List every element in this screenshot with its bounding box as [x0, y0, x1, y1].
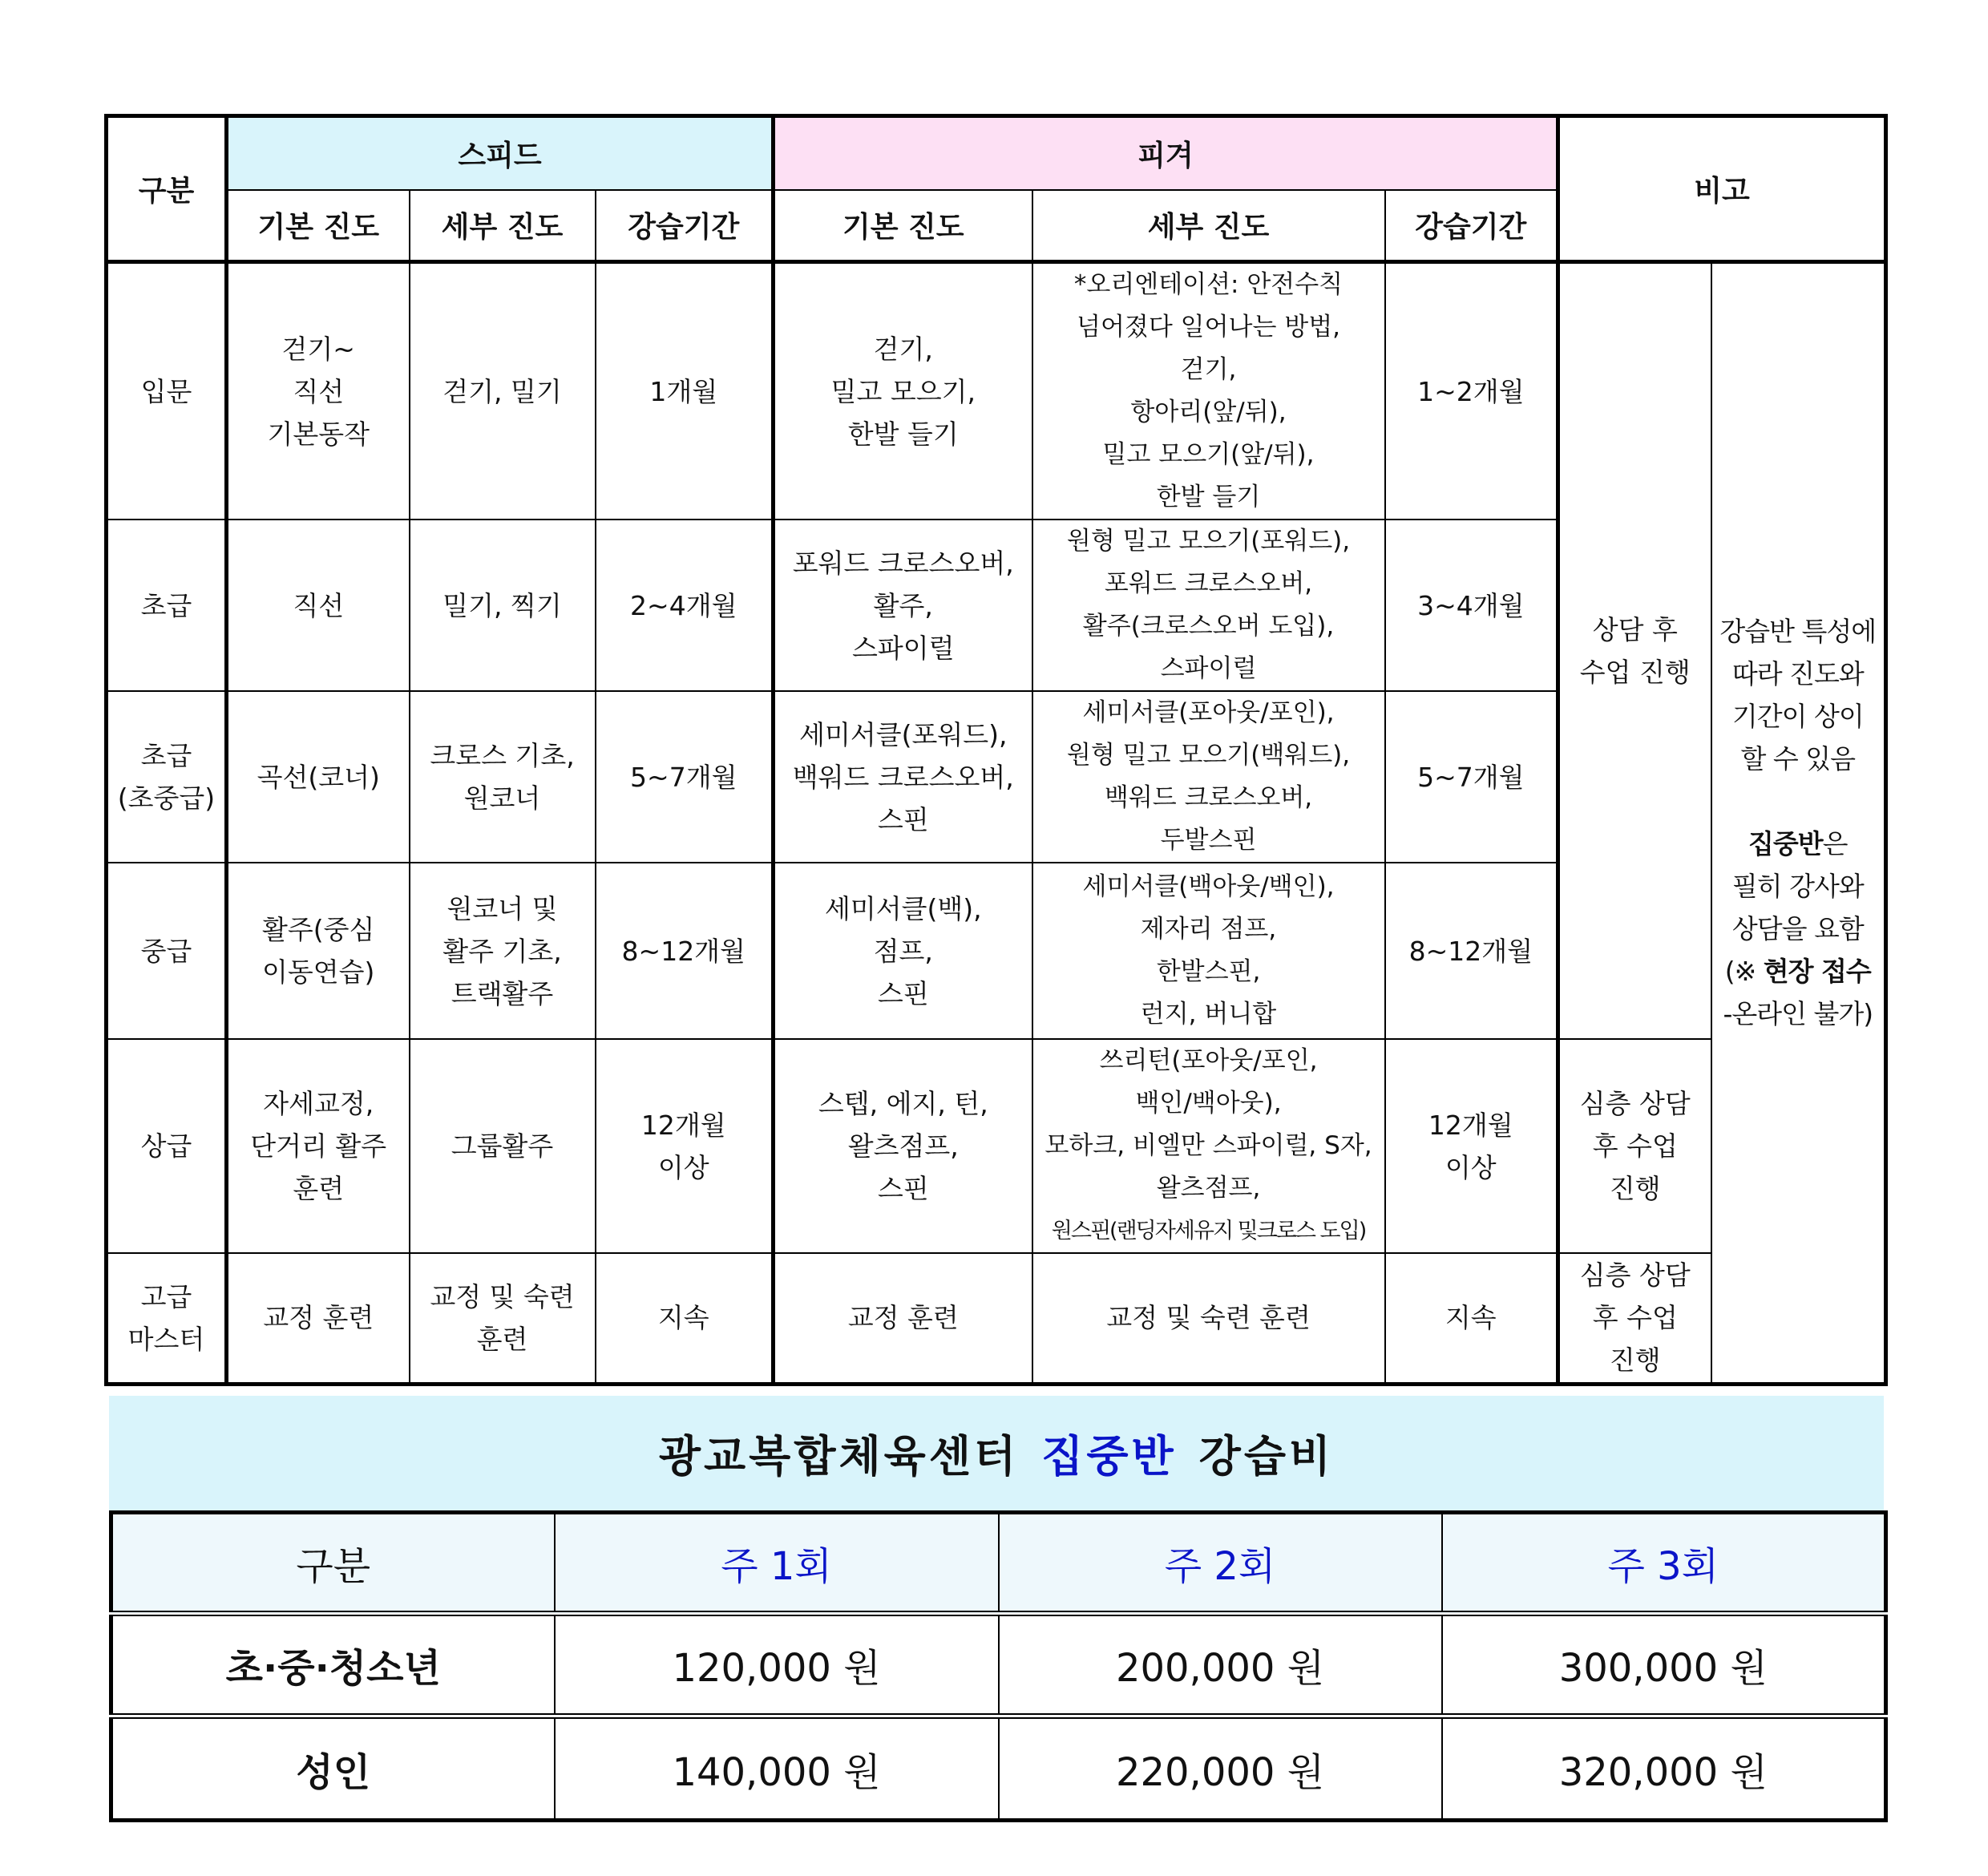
figure-period-cell: [1385, 520, 1558, 691]
fee-title-highlight: 집중반: [1041, 1431, 1177, 1482]
cell-line: 포워드 크로스오버,: [1104, 569, 1313, 598]
cell-line: 제자리 점프,: [1140, 915, 1277, 944]
figure-period-cell: [1385, 1253, 1558, 1384]
cell-line: 직선: [293, 375, 345, 407]
cell-line: 자세교정,: [263, 1088, 374, 1119]
cell-line: 고급: [140, 1280, 192, 1312]
cell-line: 원코너 및: [446, 892, 558, 924]
cell-line: 기본동작: [267, 418, 370, 450]
cell-line: 훈련: [476, 1323, 528, 1355]
cell-line: 따라 진도와: [1731, 658, 1864, 690]
cell-line: 백워드 크로스오버,: [1104, 783, 1313, 812]
level-cell: [107, 262, 227, 520]
cell-line: 활주,: [873, 589, 933, 621]
cell-line: 한발 들기: [847, 418, 959, 450]
fee-title-suffix: 강습비: [1198, 1431, 1335, 1482]
cell-line: 1개월: [649, 375, 718, 407]
speed-period-cell: [596, 1253, 774, 1384]
cell-line: 단거리 활주: [250, 1130, 387, 1162]
fee-group-cell: 초·중·청소년: [111, 1614, 555, 1716]
cell-line: 지속: [657, 1302, 709, 1334]
cell-line: 이동연습): [262, 956, 375, 988]
speed-period-cell: [596, 691, 774, 863]
header-speed: 스피드: [227, 116, 774, 190]
header-figure-detail: 세부 진도: [1032, 190, 1385, 262]
consult-master-cell: [1558, 1253, 1711, 1384]
cell-line: 걷기,: [873, 333, 933, 365]
cell-line: 한발 들기: [1156, 483, 1261, 511]
cell-line: 포워드 크로스오버,: [792, 547, 1014, 579]
cell-line: 그룹활주: [451, 1130, 554, 1162]
figure-period-cell: [1385, 863, 1558, 1039]
cell-line: 왈츠점프,: [847, 1130, 959, 1162]
figure-detail-cell: [1032, 262, 1385, 520]
header-figure: 피겨: [774, 116, 1558, 190]
cell-line: 초급: [140, 740, 192, 771]
speed-detail-cell: [410, 691, 596, 863]
fee-header-week1: 주 1회: [555, 1513, 999, 1614]
fee-price-cell: 300,000 원: [1442, 1614, 1886, 1716]
cell-line: 항아리(앞/뒤),: [1130, 398, 1287, 427]
figure-basic-cell: [774, 863, 1032, 1039]
cell-line: 이상: [1445, 1151, 1497, 1183]
cell-line: 걷기~: [281, 333, 355, 365]
figure-detail-cell: [1032, 520, 1385, 691]
cell-line: 상급: [140, 1130, 192, 1162]
cell-line: 세미서클(백),: [824, 892, 982, 924]
remark-closing: -온라인 불가): [1723, 998, 1873, 1030]
cell-line: 중급: [140, 935, 192, 967]
cell-line: 스파이럴: [1160, 654, 1257, 683]
cell-line: 원코너: [463, 782, 541, 814]
cell-line: 백인/백아웃),: [1135, 1089, 1282, 1118]
cell-line: 밀고 모으기,: [830, 375, 976, 407]
remark-lines1: [1717, 610, 1880, 780]
cell-line: 심층 상담: [1579, 1088, 1691, 1119]
cell-line: 2~4개월: [630, 589, 737, 621]
cell-line: 8~12개월: [621, 935, 746, 967]
speed-basic-cell: [227, 1253, 410, 1384]
cell-line: 교정 훈련: [847, 1302, 959, 1334]
cell-line: 백워드 크로스오버,: [792, 761, 1014, 793]
cell-line: 이상: [657, 1151, 709, 1183]
fee-price-cell: 220,000 원: [999, 1716, 1442, 1821]
cell-line: 훈련: [293, 1173, 345, 1204]
fee-header-week3: 주 3회: [1442, 1513, 1886, 1614]
cell-line: 지속: [1445, 1302, 1497, 1334]
cell-line: 스핀: [877, 1173, 929, 1204]
figure-basic-cell: [774, 1253, 1032, 1384]
cell-line: 활주(중심: [262, 914, 375, 945]
cell-line: 크로스 기초,: [430, 740, 575, 771]
cell-line: 활주 기초,: [442, 935, 562, 967]
table-row: [107, 262, 1886, 520]
level-cell: [107, 691, 227, 863]
cell-line: *오리엔테이션: 안전수칙: [1073, 270, 1344, 299]
cell-line: 세미서클(포아웃/포인),: [1082, 698, 1335, 727]
speed-period-cell: [596, 520, 774, 691]
speed-basic-cell: [227, 691, 410, 863]
level-cell: [107, 1039, 227, 1253]
cell-line: 두발스핀: [1160, 826, 1257, 855]
cell-line: 스핀: [877, 977, 929, 1009]
cell-line: 교정 훈련: [263, 1302, 374, 1334]
cell-line: 왈츠점프,: [1156, 1174, 1261, 1203]
header-figure-basic: 기본 진도: [774, 190, 1032, 262]
fee-header-category: 구분: [111, 1513, 555, 1614]
remark-note: 강습반 특성에 따라 진도와 기간이 상이 할 수 있음 집중반은 필히 강사와 상담을 요함 (※ 현장 접수 -온라인 불가): [1711, 262, 1886, 1385]
figure-basic-cell: [774, 520, 1032, 691]
cell-line: 세미서클(포워드),: [799, 718, 1008, 750]
figure-detail-cell: [1032, 863, 1385, 1039]
header-speed-basic: 기본 진도: [227, 190, 410, 262]
cell-line: 상담을 요함: [1731, 913, 1864, 945]
cell-line: 걷기, 밀기: [442, 375, 562, 407]
remark-lines2: [1717, 865, 1880, 950]
cell-line: 1~2개월: [1417, 375, 1525, 407]
cell-line: 5~7개월: [630, 761, 737, 793]
speed-detail-cell: [410, 1253, 596, 1384]
speed-period-cell: [596, 262, 774, 520]
cell-line: 수업 진행: [1579, 657, 1691, 688]
table-row: [111, 1716, 1886, 1821]
curriculum-table: [104, 114, 1888, 1386]
cell-line: 마스터: [127, 1323, 205, 1355]
cell-line: 할 수 있음: [1740, 743, 1856, 775]
fee-price-cell: 120,000 원: [555, 1614, 999, 1716]
speed-period-cell: [596, 1039, 774, 1253]
table-row: [107, 1253, 1886, 1384]
cell-line: 12개월: [1428, 1109, 1513, 1141]
level-cell: [107, 863, 227, 1039]
cell-line: 걷기,: [1180, 355, 1237, 384]
speed-detail-cell: [410, 1039, 596, 1253]
level-cell: [107, 1253, 227, 1384]
speed-basic-cell: [227, 863, 410, 1039]
cell-line: 스텝, 에지, 턴,: [818, 1088, 988, 1119]
figure-period-cell: [1385, 691, 1558, 863]
cell-line: 스핀: [877, 803, 929, 835]
fee-title-prefix: 광교복합체육센터: [658, 1431, 1020, 1482]
cell-line: 초급: [140, 589, 192, 621]
speed-basic-cell: [227, 520, 410, 691]
fee-header-week2: 주 2회: [999, 1513, 1442, 1614]
fee-price-cell: 320,000 원: [1442, 1716, 1886, 1821]
cell-line: 교정 및 숙련 훈련: [1106, 1302, 1311, 1334]
figure-detail-cell: [1032, 1039, 1385, 1253]
cell-line: 3~4개월: [1417, 589, 1525, 621]
cell-line: 곡선(코너): [257, 761, 380, 793]
cell-line: 원형 밀고 모으기(백워드),: [1066, 741, 1351, 770]
figure-detail-cell: [1032, 1253, 1385, 1384]
cell-line: (초중급): [117, 782, 216, 814]
header-figure-period: 강습기간: [1385, 190, 1558, 262]
cell-line: 점프,: [873, 935, 933, 967]
cell-line: 넘어졌다 일어나는 방법,: [1077, 313, 1341, 342]
cell-line: 트랙활주: [451, 977, 554, 1009]
cell-line: 상담 후: [1592, 614, 1678, 645]
header-remarks: 비고: [1558, 116, 1886, 262]
figure-period-cell: [1385, 1039, 1558, 1253]
cell-line: 12개월: [640, 1109, 726, 1141]
cell-line: 5~7개월: [1417, 761, 1525, 793]
speed-detail-cell: [410, 262, 596, 520]
remark-onsite: 현장 접수: [1763, 956, 1871, 988]
cell-line: 직선: [293, 589, 345, 621]
fee-price-cell: 140,000 원: [555, 1716, 999, 1821]
cell-line: 심층 상담: [1579, 1259, 1691, 1292]
cell-line: 세미서클(백아웃/백인),: [1082, 872, 1335, 901]
figure-basic-cell: [774, 691, 1032, 863]
speed-period-cell: [596, 863, 774, 1039]
cell-line: 후 수업: [1592, 1130, 1678, 1162]
figure-detail-cell: [1032, 691, 1385, 863]
fee-price-cell: 200,000 원: [999, 1614, 1442, 1716]
fee-table: [109, 1510, 1888, 1822]
cell-line: 스파이럴: [852, 632, 955, 664]
cell-line: 진행: [1609, 1344, 1661, 1377]
header-speed-period: 강습기간: [596, 190, 774, 262]
cell-line: 강습반 특성에: [1719, 616, 1877, 648]
table-row: [107, 1039, 1886, 1253]
cell-line: 진행: [1609, 1173, 1661, 1204]
figure-basic-cell: [774, 262, 1032, 520]
figure-period-cell: [1385, 262, 1558, 520]
cell-line: 쓰리턴(포아웃/포인,: [1099, 1046, 1318, 1075]
cell-line: 모하크, 비엘만 스파이럴, S자,: [1045, 1131, 1372, 1160]
speed-detail-cell: [410, 863, 596, 1039]
cell-line: 활주(크로스오버 도입),: [1082, 612, 1335, 641]
cell-line: 원형 밀고 모으기(포워드),: [1066, 527, 1351, 556]
cell-line: 8~12개월: [1408, 935, 1533, 967]
cell-line: 기간이 상이: [1731, 701, 1864, 733]
header-category: 구분: [107, 116, 227, 262]
fee-header-row: [111, 1513, 1886, 1614]
cell-line: 런지, 버니합: [1140, 1000, 1277, 1029]
remark-intensive: 집중반: [1748, 828, 1823, 860]
cell-line: 필히 강사와: [1731, 871, 1864, 903]
cell-line: 입문: [140, 375, 192, 407]
cell-line: 원스핀(랜딩자세유지 및크로스 도입): [1051, 1219, 1366, 1243]
header-speed-detail: 세부 진도: [410, 190, 596, 262]
figure-basic-cell: [774, 1039, 1032, 1253]
cell-line: 한발스핀,: [1156, 957, 1261, 986]
consult-general-cell: [1558, 262, 1711, 1040]
speed-basic-cell: [227, 262, 410, 520]
fee-title: [109, 1396, 1884, 1510]
cell-line: 밀기, 찍기: [442, 589, 562, 621]
fee-group-cell: 성인: [111, 1716, 555, 1821]
cell-line: 밀고 모으기(앞/뒤),: [1102, 440, 1315, 469]
speed-basic-cell: [227, 1039, 410, 1253]
cell-line: 후 수업: [1592, 1302, 1678, 1334]
table-row: [111, 1614, 1886, 1716]
cell-line: 교정 및 숙련: [430, 1280, 575, 1312]
consult-advanced-cell: [1558, 1039, 1711, 1253]
level-cell: [107, 520, 227, 691]
speed-detail-cell: [410, 520, 596, 691]
